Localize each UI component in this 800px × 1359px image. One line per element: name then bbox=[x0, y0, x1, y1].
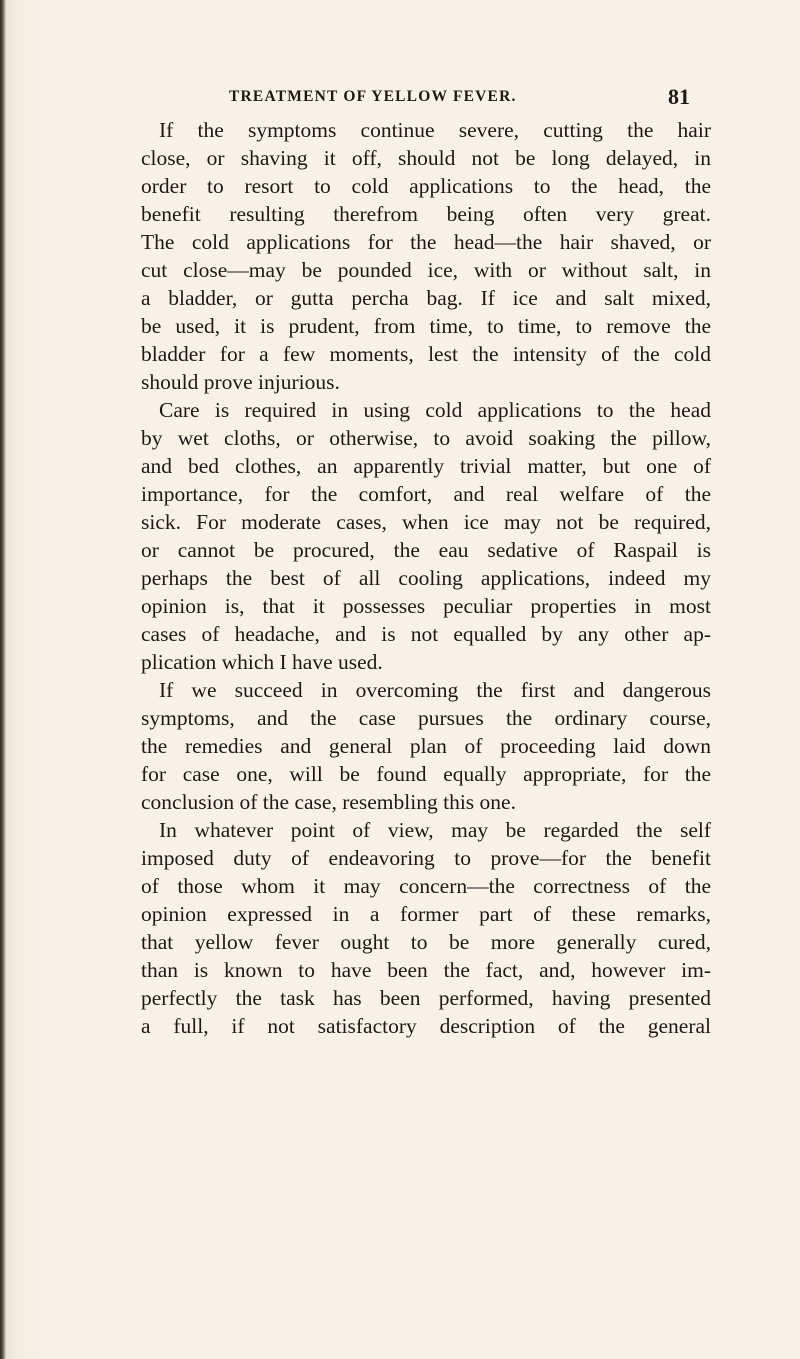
text-line: for case one, will be found equally appropriate, for the bbox=[141, 762, 711, 786]
text-line: that yellow fever ought to be more generally cured, bbox=[141, 930, 711, 954]
text-line: perfectly the task has been performed, having presented bbox=[141, 986, 711, 1010]
text-line: perhaps the best of all cooling applications, indeed my bbox=[141, 566, 711, 590]
text-line: symptoms, and the case pursues the ordinary course, bbox=[141, 706, 711, 730]
text-line: opinion expressed in a former part of these remarks, bbox=[141, 902, 711, 926]
text-line: The cold applications for the head—the hair shaved, or bbox=[141, 230, 711, 254]
text-line: importance, for the comfort, and real welfare of the bbox=[141, 482, 711, 506]
text-line: the remedies and general plan of proceeding laid down bbox=[141, 734, 711, 758]
text-line: sick. For moderate cases, when ice may not be required, bbox=[141, 510, 711, 534]
text-line: opinion is, that it possesses peculiar properties in most bbox=[141, 594, 711, 618]
text-line: If the symptoms continue severe, cutting the hair bbox=[159, 118, 711, 142]
text-line: benefit resulting therefrom being often very great. bbox=[141, 202, 711, 226]
text-line: imposed duty of endeavoring to prove—for the benefit bbox=[141, 846, 711, 870]
text-line: and bed clothes, an apparently trivial matter, but one of bbox=[141, 454, 711, 478]
text-line: If we succeed in overcoming the first and dangerous bbox=[159, 678, 711, 702]
text-line: In whatever point of view, may be regarded the self bbox=[159, 818, 711, 842]
text-line: order to resort to cold applications to the head, the bbox=[141, 174, 711, 198]
text-line: by wet cloths, or otherwise, to avoid soaking the pillow, bbox=[141, 426, 711, 450]
text-line: Care is required in using cold applications to the head bbox=[159, 398, 711, 422]
binding-shadow bbox=[0, 0, 6, 1359]
text-line: cut close—may be pounded ice, with or without salt, in bbox=[141, 258, 711, 282]
text-line: a full, if not satisfactory description of the general bbox=[141, 1014, 711, 1038]
text-line: be used, it is prudent, from time, to time, to remove the bbox=[141, 314, 711, 338]
running-head bbox=[0, 84, 800, 112]
text-line: or cannot be procured, the eau sedative of Raspail is bbox=[141, 538, 711, 562]
text-line: plication which I have used. bbox=[141, 650, 383, 674]
text-line: of those whom it may concern—the correctness of the bbox=[141, 874, 711, 898]
text-line: cases of headache, and is not equalled by any other ap- bbox=[141, 622, 711, 646]
text-line: than is known to have been the fact, and, however im- bbox=[141, 958, 711, 982]
text-line: should prove injurious. bbox=[141, 370, 340, 394]
text-line: a bladder, or gutta percha bag. If ice and salt mixed, bbox=[141, 286, 711, 310]
text-line: bladder for a few moments, lest the intensity of the cold bbox=[141, 342, 711, 366]
text-line: close, or shaving it off, should not be long delayed, in bbox=[141, 146, 711, 170]
page-number: 81 bbox=[668, 84, 690, 109]
text-line: conclusion of the case, resembling this one. bbox=[141, 790, 516, 814]
running-title: TREATMENT OF YELLOW FEVER. bbox=[229, 88, 517, 105]
